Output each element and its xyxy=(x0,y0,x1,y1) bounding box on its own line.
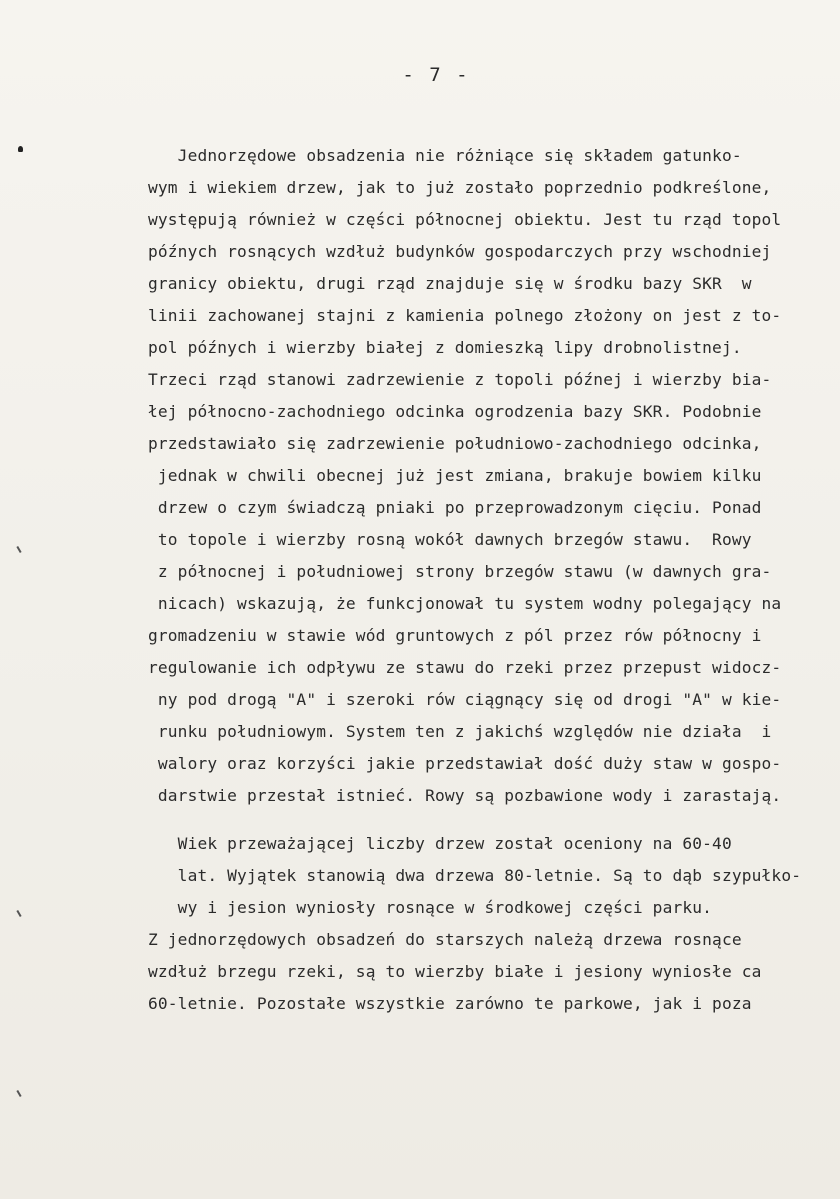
margin-mark xyxy=(16,546,21,553)
margin-mark xyxy=(16,1090,21,1097)
text-line: regulowanie ich odpływu ze stawu do rzeki przez przepust widocz- xyxy=(148,658,782,677)
text-line: ny pod drogą "A" i szeroki rów ciągnący się od drogi "A" w kie- xyxy=(148,690,782,709)
text-line: wym i wiekiem drzew, jak to już zostało poprzednio podkreślone, xyxy=(148,178,772,197)
margin-mark xyxy=(18,146,23,152)
text-line: granicy obiektu, drugi rząd znajduje się w środku bazy SKR w xyxy=(148,274,752,293)
text-line: darstwie przestał istnieć. Rowy są pozbawione wody i zarastają. xyxy=(148,786,782,805)
text-line: Jednorzędowe obsadzenia nie różniące się składem gatunko- xyxy=(148,146,742,165)
text-line: pol późnych i wierzby białej z domieszką lipy drobnolistnej. xyxy=(148,338,742,357)
text-line: linii zachowanej stajni z kamienia polnego złożony on jest z to- xyxy=(148,306,782,325)
text-line: gromadzeniu w stawie wód gruntowych z pól przez rów północny i xyxy=(148,626,762,645)
text-line: Trzeci rząd stanowi zadrzewienie z topoli późnej i wierzby bia- xyxy=(148,370,772,389)
page-number: - 7 - xyxy=(402,64,470,86)
text-line: z północnej i południowej strony brzegów stawu (w dawnych gra- xyxy=(148,562,772,581)
text-line: wzdłuż brzegu rzeki, są to wierzby białe i jesiony wyniosłe ca xyxy=(148,962,762,981)
margin-mark xyxy=(16,910,21,917)
text-line: to topole i wierzby rosną wokół dawnych brzegów stawu. Rowy xyxy=(148,530,752,549)
text-line: walory oraz korzyści jakie przedstawiał dość duży staw w gospo- xyxy=(148,754,782,773)
text-line: łej północno-zachodniego odcinka ogrodzenia bazy SKR. Podobnie xyxy=(148,402,762,421)
body-text xyxy=(148,140,818,1020)
text-line: przedstawiało się zadrzewienie południowo-zachodniego odcinka, xyxy=(148,434,762,453)
text-line: wy i jesion wyniosły rosnące w środkowej części parku. xyxy=(148,898,713,917)
text-line: Wiek przeważającej liczby drzew został oceniony na 60-40 xyxy=(148,834,732,853)
text-line: występują również w części północnej obiektu. Jest tu rząd topol xyxy=(148,210,782,229)
text-line: późnych rosnących wzdłuż budynków gospodarczych przy wschodniej xyxy=(148,242,772,261)
paragraph xyxy=(148,828,818,1020)
text-line: runku południowym. System ten z jakichś względów nie działa i xyxy=(148,722,772,741)
paragraph xyxy=(148,140,818,812)
paragraph-gap xyxy=(148,812,818,828)
text-line: lat. Wyjątek stanowią dwa drzewa 80-letnie. Są to dąb szypułko- xyxy=(148,866,802,885)
text-line: jednak w chwili obecnej już jest zmiana, brakuje bowiem kilku xyxy=(148,466,762,485)
text-line: nicach) wskazują, że funkcjonował tu system wodny polegający na xyxy=(148,594,782,613)
text-line: Z jednorzędowych obsadzeń do starszych należą drzewa rosnące xyxy=(148,930,742,949)
text-line: drzew o czym świadczą pniaki po przeprowadzonym cięciu. Ponad xyxy=(148,498,762,517)
text-line: 60-letnie. Pozostałe wszystkie zarówno te parkowe, jak i poza xyxy=(148,994,752,1013)
